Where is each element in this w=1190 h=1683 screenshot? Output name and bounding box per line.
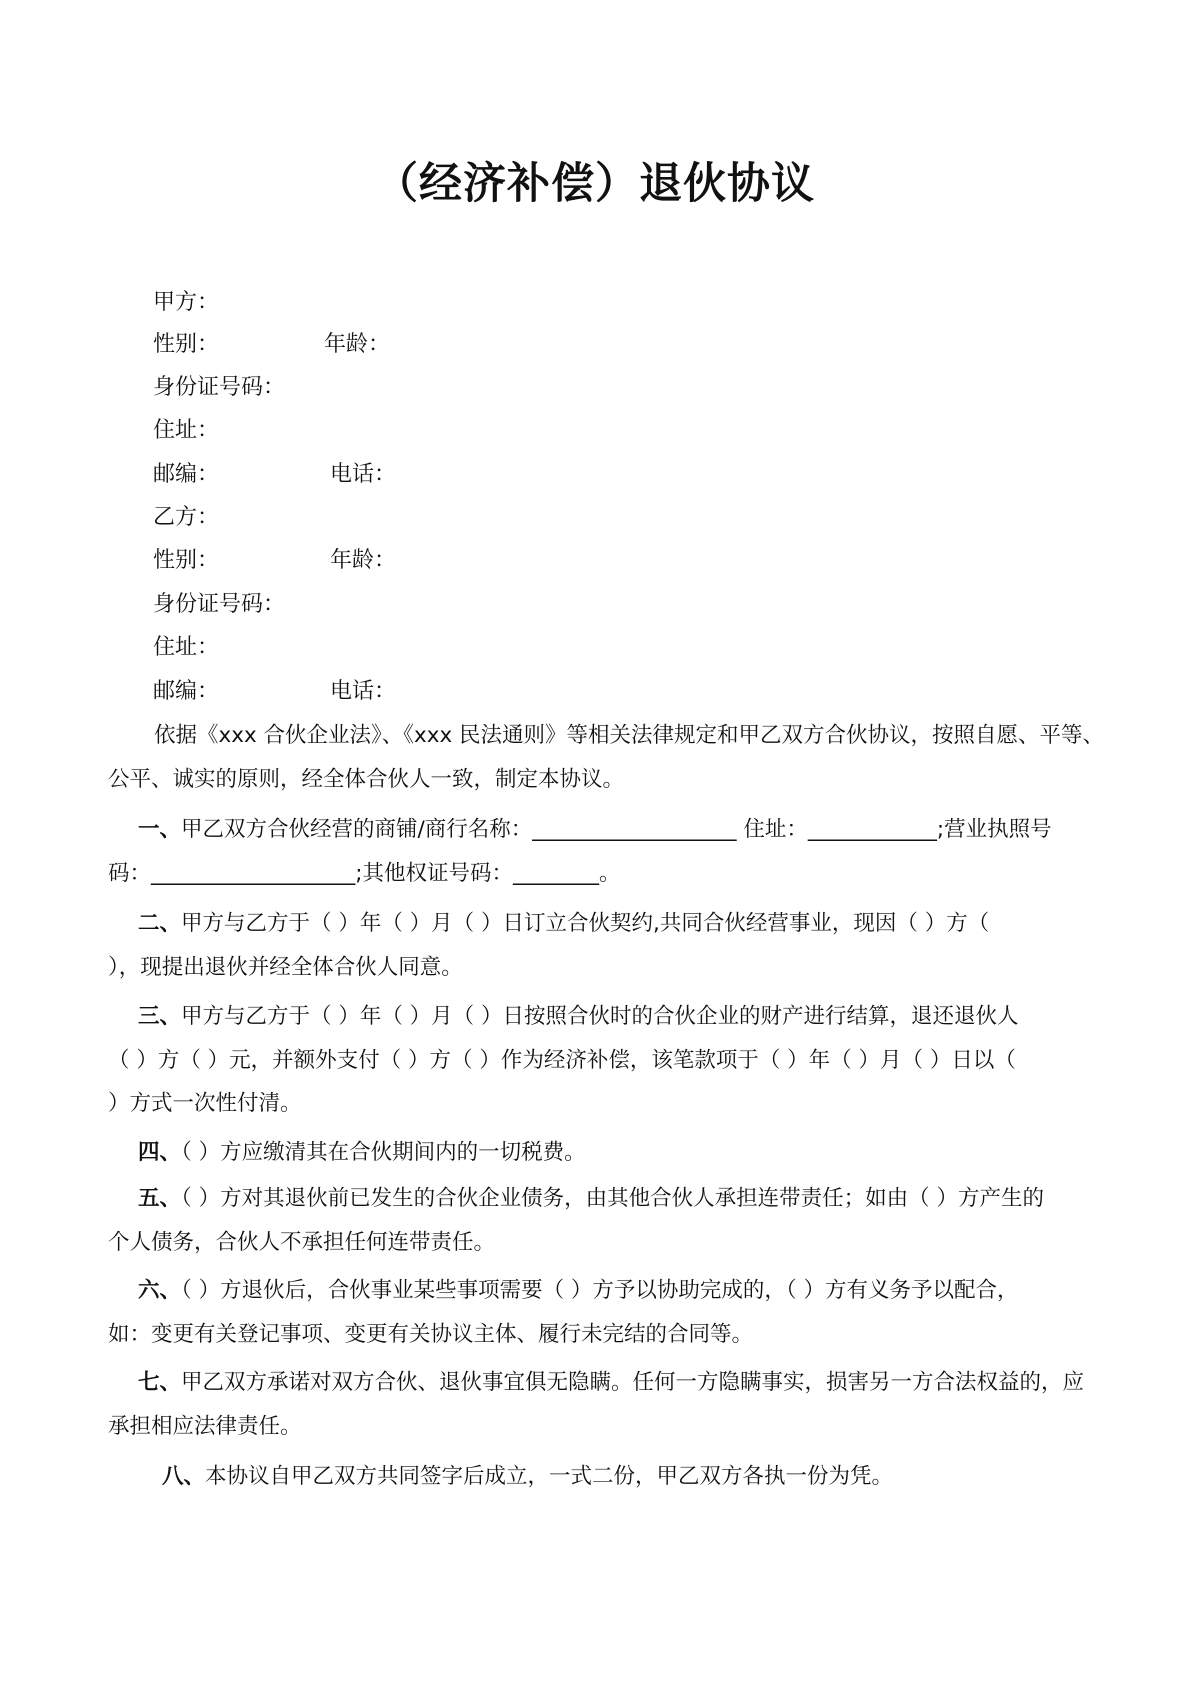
clause-text: 如：变更有关登记事项、变更有关协议主体、履行未完结的合同等。	[108, 1321, 754, 1347]
preamble-line: 公平、诚实的原则，经全体合伙人一致，制定本协议。	[108, 766, 625, 792]
party-b-postcode-row	[153, 677, 397, 707]
clause-text: 个人债务，合伙人不承担任何连带责任。	[108, 1229, 496, 1255]
party-a-age-label: 年龄：	[324, 332, 391, 357]
clause-number: 三、	[138, 1004, 182, 1029]
party-b-gender-label: 性别：	[153, 548, 220, 573]
clause-text: 甲方与乙方于（ ）年（ ）月（ ）日订立合伙契约,共同合伙经营事业，现因（ ）方（	[181, 911, 990, 936]
party-a-gender-row	[153, 330, 391, 360]
clause-5	[108, 1177, 1088, 1264]
clause-text: 甲乙双方承诺对双方合伙、退伙事宜俱无隐瞒。任何一方隐瞒事实，损害另一方合法权益的，应	[181, 1370, 1085, 1395]
party-b-id-label: 身份证号码：	[153, 592, 286, 617]
party-a-gender-label: 性别：	[153, 332, 220, 357]
clause-text: （ ）方对其退伙前已发生的合伙企业债务，由其他合伙人承担连带责任；如由（ ）方产生的	[181, 1186, 1044, 1211]
clause-6	[108, 1269, 1088, 1356]
clause-text: （ ）方退伙后，合伙事业某些事项需要（ ）方予以协助完成的，（ ）方有义务予以配合，	[181, 1278, 1019, 1303]
clause-number: 一、	[138, 817, 182, 842]
clause-text: 甲方与乙方于（ ）年（ ）月（ ）日按照合伙时的合伙企业的财产进行结算，退还退伙人	[181, 1004, 1019, 1029]
clause-2	[108, 902, 1088, 989]
clause-8	[108, 1455, 1088, 1499]
party-a-phone-label: 电话：	[330, 462, 397, 487]
clause-text: 甲乙双方合伙经营的商铺/商行名称：___________________ 住址：____________;营业执照号	[181, 817, 1052, 842]
document-title: （经济补偿）退伙协议	[375, 159, 815, 209]
clause-7	[108, 1361, 1088, 1448]
preamble-line: 依据《xxx 合伙企业法》、《xxx 民法通则》等相关法律规定和甲乙双方合伙协议，按照自愿、平等、	[154, 723, 1105, 748]
clause-number: 二、	[138, 911, 182, 936]
clause-number: 七、	[138, 1370, 182, 1395]
party-b-gender-row	[153, 546, 397, 576]
clause-3	[108, 995, 1088, 1126]
clause-text: 本协议自甲乙双方共同签字后成立，一式二份，甲乙双方各执一份为凭。	[205, 1464, 894, 1489]
party-a-postcode-label: 邮编：	[153, 462, 220, 487]
party-b-age-label: 年龄：	[330, 548, 397, 573]
party-b-postcode-label: 邮编：	[153, 679, 220, 704]
clause-4	[108, 1131, 1088, 1175]
party-a-address-label: 住址：	[153, 418, 220, 443]
clause-text: ）方式一次性付清。	[108, 1091, 302, 1116]
clause-number: 八、	[162, 1464, 206, 1489]
party-b-address-label: 住址：	[153, 635, 220, 660]
party-a-id-label: 身份证号码：	[153, 375, 286, 400]
clause-number: 六、	[138, 1278, 182, 1303]
clause-text: ），现提出退伙并经全体合伙人同意。	[108, 954, 463, 980]
clause-text: 承担相应法律责任。	[108, 1413, 302, 1439]
clause-number: 五、	[138, 1186, 182, 1211]
clause-text: （ ）方（ ）元，并额外支付（ ）方（ ）作为经济补偿，该笔款项于（ ）年（ ）月（ ）日以（	[108, 1047, 1016, 1073]
party-a-postcode-row	[153, 460, 397, 490]
preamble-paragraph	[108, 714, 1105, 801]
clause-1	[108, 808, 1088, 895]
clause-number: 四、	[138, 1140, 182, 1165]
clause-text: （ ）方应缴清其在合伙期间内的一切税费。	[181, 1140, 586, 1165]
party-b-phone-label: 电话：	[330, 679, 397, 704]
clause-text: 码：___________________;其他权证号码：________。	[108, 860, 621, 886]
party-b-heading: 乙方：	[153, 505, 220, 530]
party-a-heading: 甲方：	[153, 290, 220, 315]
